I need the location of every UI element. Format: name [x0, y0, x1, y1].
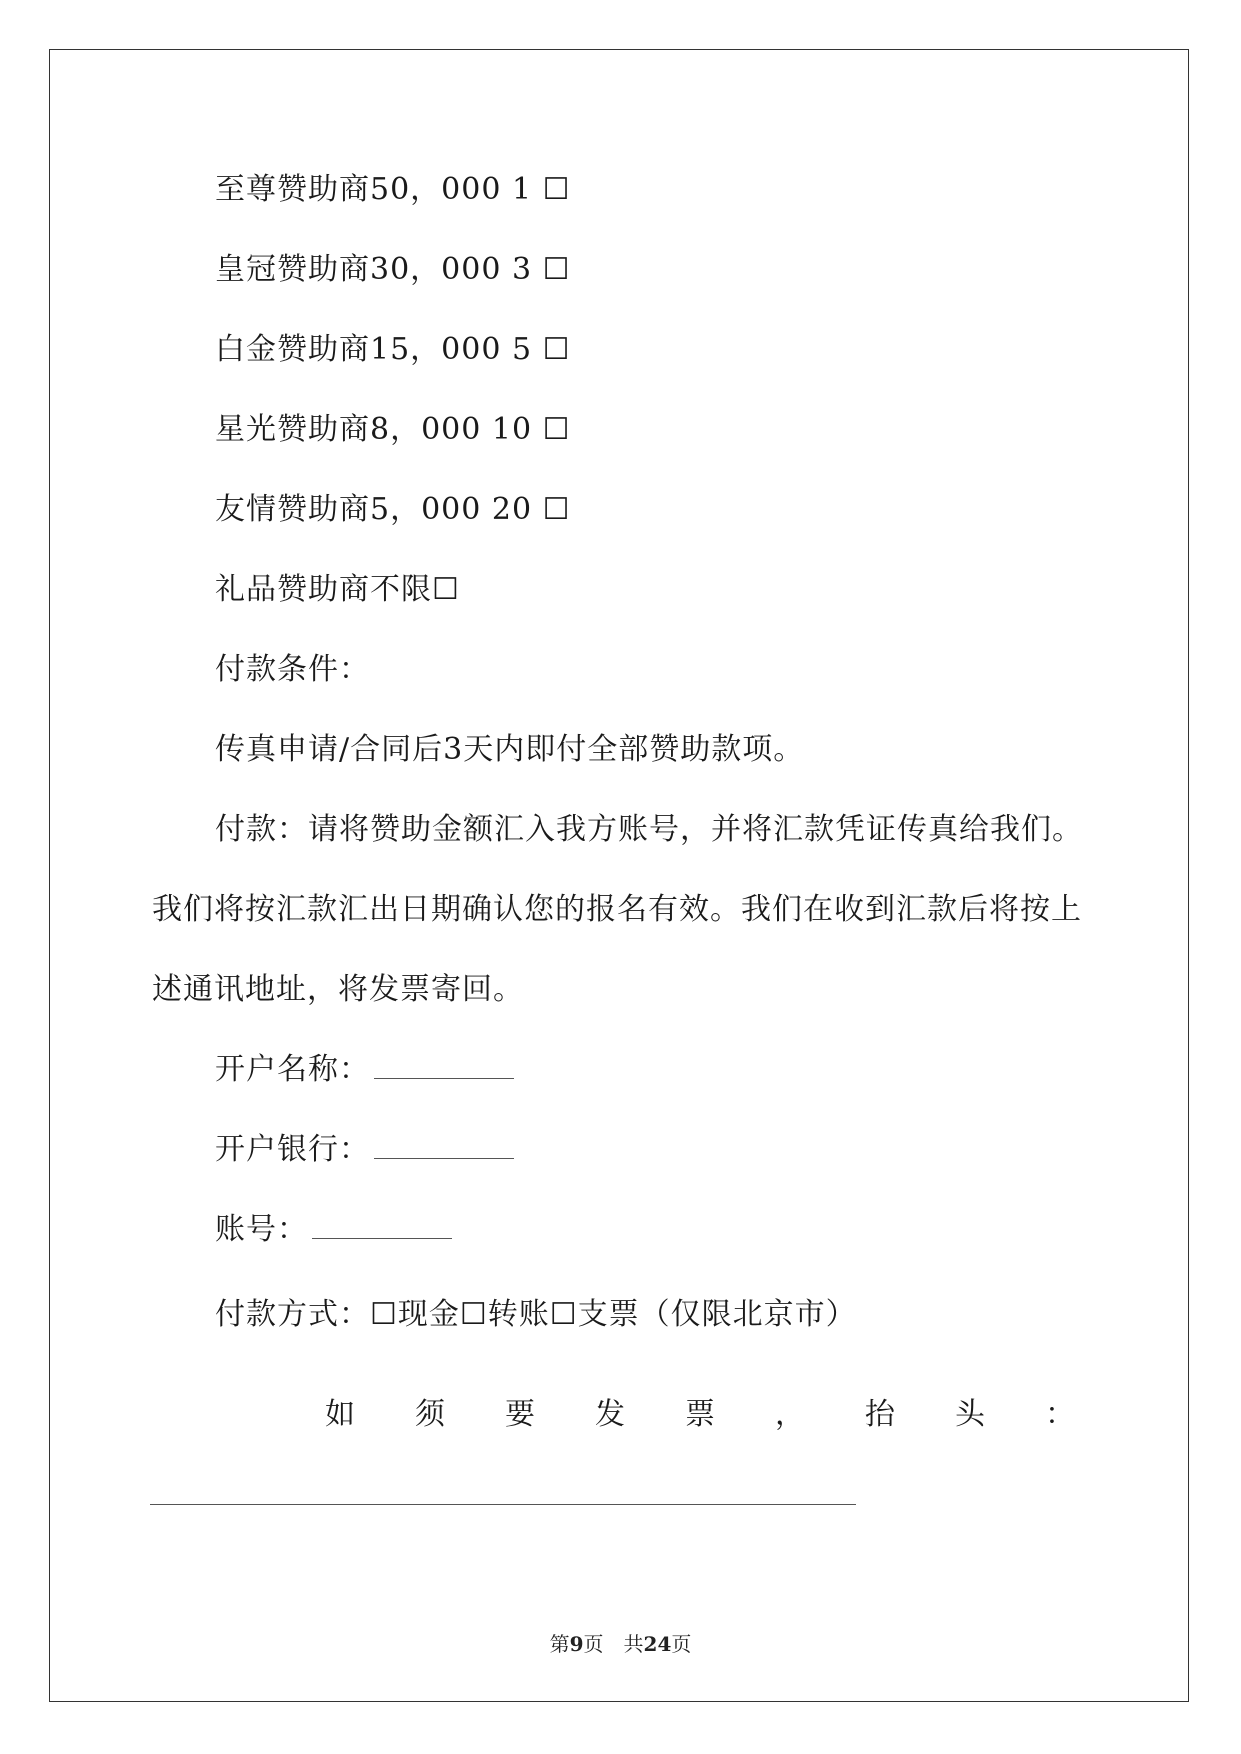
footer-prefix: 第: [549, 1632, 570, 1656]
invoice-char: 票: [685, 1397, 715, 1432]
invoice-char: 头: [955, 1397, 985, 1432]
payment-method: 付款方式：☐现金☐转账☐支票（仅限北京市）: [215, 1297, 857, 1332]
sponsor-tier-gift: 礼品赞助商不限☐: [215, 572, 460, 607]
account-name-label: 开户名称：: [215, 1052, 370, 1087]
footer-suffix: 页: [671, 1632, 692, 1656]
invoice-char: 如: [325, 1397, 355, 1432]
bank-row: [215, 1130, 514, 1170]
footer-total-pages: 24: [643, 1632, 672, 1656]
sponsor-tier-starlight: 星光赞助商8，000 10 ☐: [215, 412, 571, 447]
payment-paragraph-line-2: 我们将按汇款汇出日期确认您的报名有效。我们在收到汇款后将按上: [152, 892, 1082, 927]
invoice-title-line: [325, 1395, 1075, 1435]
sponsor-tier-supreme: 至尊赞助商50，000 1 ☐: [215, 172, 571, 207]
sponsor-tier-platinum: 白金赞助商15，000 5 ☐: [215, 332, 571, 367]
account-name-row: [215, 1050, 514, 1090]
payment-paragraph-line-1: 付款：请将赞助金额汇入我方账号，并将汇款凭证传真给我们。: [215, 812, 1083, 847]
payment-terms-text: 传真申请/合同后3天内即付全部赞助款项。: [215, 732, 805, 767]
invoice-char: 发: [595, 1397, 625, 1432]
page-frame: [49, 49, 1189, 1702]
sponsor-tier-crown: 皇冠赞助商30，000 3 ☐: [215, 252, 571, 287]
footer-mid: 页 共: [583, 1632, 644, 1656]
payment-paragraph-line-3: 述通讯地址，将发票寄回。: [152, 972, 524, 1007]
invoice-char: ：: [1045, 1397, 1075, 1432]
account-name-blank: [374, 1050, 514, 1079]
sponsor-tier-friendship: 友情赞助商5，000 20 ☐: [215, 492, 571, 527]
footer-page-number: 9: [569, 1632, 584, 1656]
account-number-label: 账号：: [215, 1212, 308, 1247]
invoice-char: 要: [505, 1397, 535, 1432]
invoice-char: 抬: [865, 1397, 895, 1432]
payment-terms-heading: 付款条件：: [215, 652, 370, 687]
account-number-blank: [312, 1210, 452, 1239]
page-footer: [0, 1630, 1241, 1658]
invoice-char: ，: [775, 1397, 805, 1432]
invoice-title-blank: [150, 1504, 856, 1505]
bank-label: 开户银行：: [215, 1132, 370, 1167]
invoice-char: 须: [415, 1397, 445, 1432]
bank-blank: [374, 1130, 514, 1159]
account-number-row: [215, 1210, 452, 1250]
